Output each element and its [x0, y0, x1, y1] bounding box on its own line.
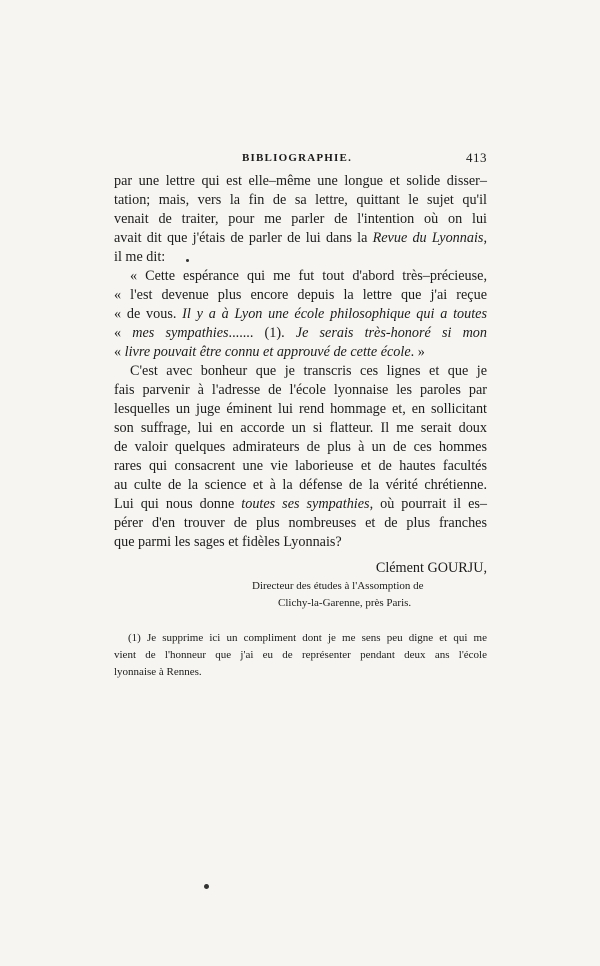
text-run: «	[114, 325, 133, 341]
text-line: que parmi les sages et fidèles Lyonnais?	[114, 534, 342, 550]
quote-line	[114, 305, 487, 324]
text-line: fais parvenir à l'adresse de l'école lyonnaise les paroles par	[114, 382, 487, 398]
text-line	[114, 495, 487, 514]
text-run: , où pourrait il es–	[369, 496, 488, 512]
author-role: Directeur des études à l'Assomption de	[252, 580, 424, 592]
text-line: pérer d'en trouver de plus nombreuses et de plus franches	[114, 515, 487, 531]
text-line: par une lettre qui est elle–même une longue et solide disser–	[114, 173, 487, 189]
text-line	[114, 229, 487, 248]
italic-run: mes sympathies	[132, 325, 229, 341]
quote-line	[114, 343, 487, 362]
footnote	[114, 630, 487, 681]
text-line: rares qui consacrent une vie laborieuse et de hautes facultés	[114, 458, 487, 474]
running-title: BIBLIOGRAPHIE.	[242, 152, 353, 164]
text-line: venait de traiter, pour me parler de l'intention où on lui	[114, 211, 487, 227]
text-line: de valoir quelques admirateurs de plus à un de ces hommes	[114, 439, 487, 455]
text-run: Lui qui nous donne	[114, 496, 242, 512]
author-place: Clichy-la-Garenne, près Paris.	[278, 597, 412, 609]
text-line: tation; mais, vers la fin de sa lettre, quittant le sujet qu'il	[114, 192, 487, 208]
text-run: ....... (1).	[228, 325, 296, 341]
text-run: «	[114, 344, 125, 360]
text-run: avait dit que j'étais de parler de lui dans la	[114, 230, 373, 246]
body-text	[114, 172, 487, 552]
text-line: C'est avec bonheur que je transcris ces lignes et que je	[130, 363, 487, 379]
quote-line	[114, 324, 487, 343]
text-run: ,	[483, 230, 487, 246]
quote-line: « l'est devenue plus encore depuis la lettre que j'ai reçue	[114, 287, 487, 303]
footnote-line: (1) Je supprime ici un compliment dont je me sens peu digne et qui me	[128, 632, 487, 644]
signature-block	[114, 559, 487, 612]
ink-speck	[186, 259, 189, 262]
italic-run: toutes ses sympathies	[241, 496, 370, 512]
footnote-line: lyonnaise à Rennes.	[114, 666, 202, 678]
text-line: au culte de la science et à la défense de la vérité chrétienne.	[114, 477, 487, 493]
text-line: lesquelles un juge éminent lui rend hommage et, en sollicitant	[114, 401, 487, 417]
journal-title: Revue du Lyonnais	[372, 230, 484, 246]
italic-run: Je serais très-honoré si mon	[295, 325, 487, 341]
quote-line: « Cette espérance qui me fut tout d'abord très–précieuse,	[130, 268, 487, 284]
italic-run: livre pouvait être connu et approuvé de cette école	[124, 344, 411, 360]
page-number: 413	[466, 150, 487, 165]
author-name: Clément GOURJU,	[375, 560, 487, 576]
footnote-line: vient de l'honneur que j'ai eu de représenter pendant deux ans l'école	[114, 649, 487, 661]
text-run: . »	[410, 344, 425, 360]
italic-run: Il y a à Lyon une école philosophique qui a toutes	[182, 306, 487, 322]
text-run: « de vous.	[114, 306, 183, 322]
text-line: il me dit:	[114, 249, 166, 265]
page-header	[114, 150, 487, 166]
ink-speck	[204, 884, 209, 889]
text-line: son suffrage, lui en accorde un si flatteur. Il me serait doux	[114, 420, 487, 436]
